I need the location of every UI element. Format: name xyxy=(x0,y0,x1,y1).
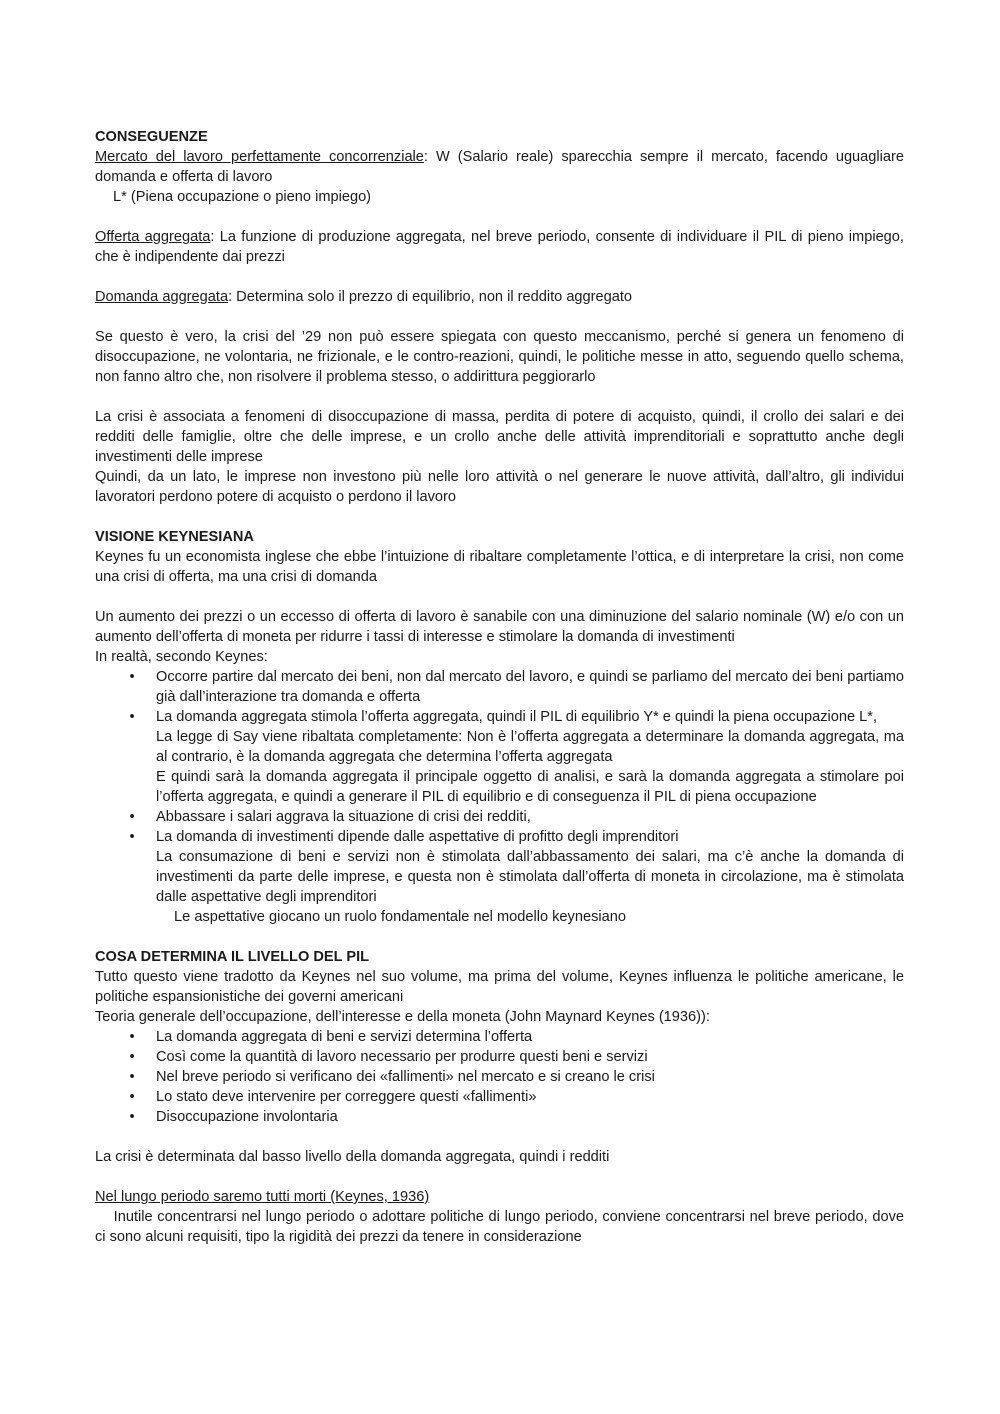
paragraph-mercato-lavoro xyxy=(95,147,904,187)
bullet-icon: • xyxy=(129,1089,135,1105)
document-page xyxy=(95,127,904,1247)
paragraph-secondo-keynes: In realtà, secondo Keynes: xyxy=(95,649,268,665)
bullet-icon: • xyxy=(129,669,135,685)
paragraph-tradotto-keynes: Tutto questo viene tradotto da Keynes nel suo volume, ma prima del volume, Keynes influenza le politiche americane, le politiche espansionistiche dei governi americani xyxy=(95,969,904,1005)
paragraph-teoria-generale: Teoria generale dell’occupazione, dell’interesse e della moneta (John Maynard Keynes (1936)): xyxy=(95,1009,710,1025)
paragraph-keynes-intuizione: Keynes fu un economista inglese che ebbe l’intuizione di ribaltare completamente l’ottica, e di interpretare la crisi, non come una crisi di offerta, ma una crisi di domanda xyxy=(95,549,904,585)
teoria-bullet-list xyxy=(95,1027,904,1127)
term-offerta-aggregata: Offerta aggregata xyxy=(95,229,211,245)
bullet-icon: • xyxy=(129,1109,135,1125)
text-domanda-aggregata: : Determina solo il prezzo di equilibrio, non il reddito aggregato xyxy=(228,289,633,305)
list-item-continuation: La consumazione di beni e servizi non è stimolata dall’abbassamento dei salari, ma c’è anche la domanda di investimenti da parte delle imprese, e questa non è stimolata dall’offerta di moneta in circolazione, ma è stimolata dalle aspettative degli imprenditori xyxy=(156,849,904,905)
bullet-icon: • xyxy=(129,1049,135,1065)
text-piena-occupazione: L* (Piena occupazione o pieno impiego) xyxy=(109,189,372,205)
paragraph-piena-occupazione xyxy=(95,187,904,207)
heading-visione-keynesiana: VISIONE KEYNESIANA xyxy=(95,529,254,545)
list-item xyxy=(129,667,904,707)
paragraph-crisi-basso-livello: La crisi è determinata dal basso livello della domanda aggregata, quindi i redditi xyxy=(95,1149,610,1165)
list-item-text: Nel breve periodo si verificano dei «fallimenti» nel mercato e si creano le crisi xyxy=(156,1069,655,1085)
paragraph-inutile-concentrarsi xyxy=(95,1207,904,1247)
bullet-icon: • xyxy=(129,829,135,845)
text-inutile-concentrarsi: Inutile concentrarsi nel lungo periodo o adottare politiche di lungo periodo, conviene concentrarsi nel breve periodo, dove ci sono alcuni requisiti, tipo la rigidità dei prezzi da tenere in considerazione xyxy=(95,1209,904,1245)
list-item xyxy=(129,827,904,927)
bullet-icon: • xyxy=(129,1069,135,1085)
term-mercato-lavoro: Mercato del lavoro perfettamente concorrenziale xyxy=(95,149,424,165)
heading-livello-pil: COSA DETERMINA IL LIVELLO DEL PIL xyxy=(95,949,370,965)
list-item-text: La domanda aggregata stimola l’offerta aggregata, quindi il PIL di equilibrio Y* e quindi la piena occupazione L*, xyxy=(156,709,877,725)
list-item xyxy=(129,1047,904,1067)
list-item-text: Abbassare i salari aggrava la situazione di crisi dei redditi, xyxy=(156,809,531,825)
list-item-continuation: Le aspettative giocano un ruolo fondamentale nel modello keynesiano xyxy=(170,909,626,925)
list-item-text: Disoccupazione involontaria xyxy=(156,1109,338,1125)
list-item xyxy=(129,1067,904,1087)
list-item-text: La domanda aggregata di beni e servizi determina l’offerta xyxy=(156,1029,533,1045)
paragraph-quindi-imprese: Quindi, da un lato, le imprese non investono più nelle loro attività o nel generare le nuove attività, dall’altro, gli individui lavoratori perdono potere di acquisto o perdono il lavoro xyxy=(95,469,904,505)
bullet-icon: • xyxy=(129,1029,135,1045)
paragraph-aumento-prezzi: Un aumento dei prezzi o un eccesso di offerta di lavoro è sanabile con una diminuzione del salario nominale (W) e/o con un aumento dell’offerta di moneta per ridurre i tassi di interesse e stimolare la domanda di investimenti xyxy=(95,609,904,645)
paragraph-offerta-aggregata xyxy=(95,227,904,267)
paragraph-crisi-associata: La crisi è associata a fenomeni di disoccupazione di massa, perdita di potere di acquisto, quindi, il crollo dei salari e dei redditi delle famiglie, oltre che delle imprese, e un crollo anche delle attività imprenditoriali e soprattutto anche degli investimenti delle imprese xyxy=(95,409,904,465)
text-offerta-aggregata: : La funzione di produzione aggregata, nel breve periodo, consente di individuare il PIL di pieno impiego, che è indipendente dai prezzi xyxy=(95,229,904,265)
list-item xyxy=(129,1027,904,1047)
paragraph-domanda-aggregata xyxy=(95,287,904,307)
bullet-icon: • xyxy=(129,709,135,725)
quote-lungo-periodo: Nel lungo periodo saremo tutti morti (Keynes, 1936) xyxy=(95,1189,430,1205)
heading-conseguenze: CONSEGUENZE xyxy=(95,129,208,145)
list-item xyxy=(129,707,904,807)
list-item-continuation: La legge di Say viene ribaltata completamente: Non è l’offerta aggregata a determinare la domanda aggregata, ma al contrario, è la domanda aggregata che determina l’offerta aggregata xyxy=(156,729,904,765)
term-domanda-aggregata: Domanda aggregata xyxy=(95,289,229,305)
paragraph-crisi-29: Se questo è vero, la crisi del ’29 non può essere spiegata con questo meccanismo, perché si genera un fenomeno di disoccupazione, ne volontaria, ne frizionale, e le contro-reazioni, quindi, le politiche messe in atto, seguendo quello schema, non fanno altro che, non risolvere il problema stesso, o addirittura peggiorarlo xyxy=(95,329,904,385)
bullet-icon: • xyxy=(129,809,135,825)
list-item-continuation: E quindi sarà la domanda aggregata il principale oggetto di analisi, e sarà la domanda aggregata a stimolare poi l’offerta aggregata, e quindi a generare il PIL di equilibrio e di conseguenza il PIL di piena occupazione xyxy=(156,769,904,805)
list-item-text: Occorre partire dal mercato dei beni, non dal mercato del lavoro, e quindi se parliamo del mercato dei beni partiamo già dall’interazione tra domanda e offerta xyxy=(156,669,904,705)
list-item xyxy=(129,1087,904,1107)
list-item xyxy=(129,1107,904,1127)
list-item-text: La domanda di investimenti dipende dalle aspettative di profitto degli imprenditori xyxy=(156,829,679,845)
keynes-bullet-list xyxy=(95,667,904,927)
list-item-text: Lo stato deve intervenire per correggere questi «fallimenti» xyxy=(156,1089,537,1105)
list-item-text: Così come la quantità di lavoro necessario per produrre questi beni e servizi xyxy=(156,1049,648,1065)
list-item xyxy=(129,807,904,827)
text-mercato-lavoro: : W (Salario reale) sparecchia sempre il mercato, facendo uguagliare domanda e offerta di lavoro xyxy=(95,149,904,185)
